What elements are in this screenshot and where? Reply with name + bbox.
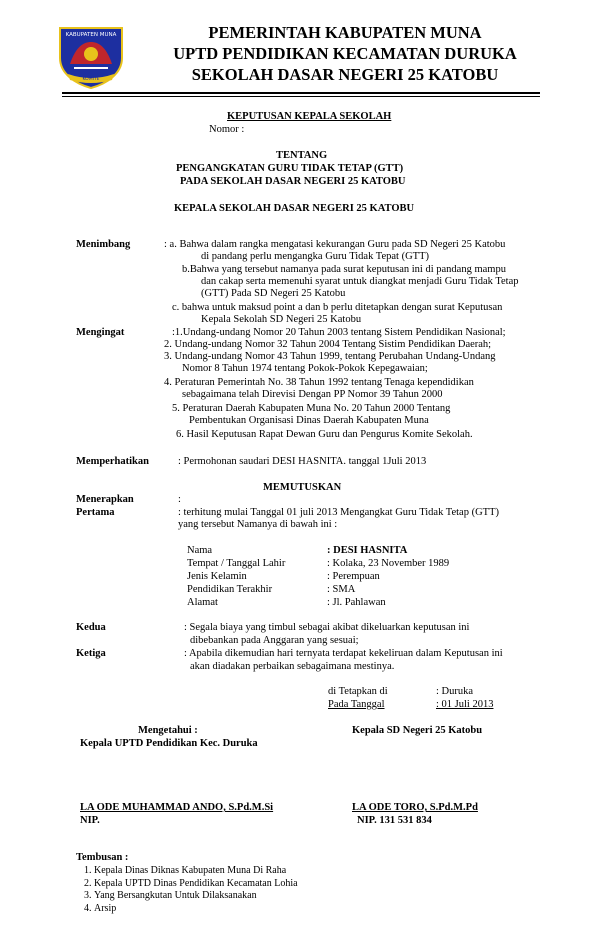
tembusan-list	[72, 865, 298, 915]
tembusan-item: 1. Kepala Dinas Diknas Kabupaten Muna Di Raha	[94, 865, 298, 878]
mengingat-line: :1.Undang-undang Nomor 20 Tahun 2003 tentang Sistem Pendidikan Nasional;	[172, 327, 506, 338]
menimbang-line: Kepala Sekolah SD Negeri 25 Katobu	[201, 314, 362, 325]
sign-right-name: LA ODE TORO, S.Pd.M.Pd	[352, 802, 478, 813]
tembusan-item: 3. Yang Bersangkutan Untuk Dilaksanakan	[94, 890, 298, 903]
subject-line-2: PADA SEKOLAH DASAR NEGERI 25 KATOBU	[180, 176, 406, 187]
identity-label: Tempat / Tanggal Lahir	[187, 558, 286, 569]
subject-line-1: PENGANGKATAN GURU TIDAK TETAP (GTT)	[176, 163, 404, 174]
tembusan-item: 4. Arsip	[94, 903, 298, 916]
identity-value: : Perempuan	[327, 571, 380, 582]
sign-right-title: Kepala SD Negeri 25 Katobu	[352, 725, 483, 736]
identity-label: Pendidikan Terakhir	[187, 584, 273, 595]
kedua-line-2: dibebankan pada Anggaran yang sesuai;	[190, 635, 359, 646]
mengingat-label: Mengingat	[76, 327, 125, 338]
letterhead-line-1: PEMERINTAH KABUPATEN MUNA	[208, 23, 482, 42]
identity-label: Alamat	[187, 597, 218, 608]
memperhatikan-label: Memperhatikan	[76, 456, 149, 467]
memutuskan-heading: MEMUTUSKAN	[263, 482, 342, 493]
sign-right-nip: NIP. 131 531 834	[357, 815, 432, 826]
letterhead-line-3: SEKOLAH DASAR NEGERI 25 KATOBU	[191, 65, 499, 84]
pertama-label: Pertama	[76, 507, 115, 518]
mengingat-line: 2. Undang-undang Nomor 32 Tahun 2004 Tentang Sistim Pendidikan Daerah;	[164, 339, 492, 350]
sign-left-heading: Mengetahui :	[138, 725, 198, 736]
menetapkan-label: Menerapkan	[76, 494, 134, 505]
mengingat-line: 6. Hasil Keputusan Rapat Dewan Guru dan Pengurus Komite Sekolah.	[176, 429, 473, 440]
sign-left-nip: NIP.	[80, 815, 100, 826]
mengingat-line: sebagaimana telah Direvisi Dengan PP Nomor 39 Tahun 2000	[182, 389, 443, 400]
mengingat-line: Pembentukan Organisasi Dinas Daerah Kabupaten Muna	[189, 415, 429, 426]
menimbang-line: dan cakap serta memenuhi syarat untuk diangkat menjadi Guru Tidak Tetap	[201, 276, 519, 287]
logo-banner: KOMITE	[82, 77, 100, 82]
ketiga-line-1: : Apabila dikemudian hari ternyata terdapat kekeliruan dalam Keputusan ini	[184, 648, 503, 659]
letterhead-line-2: UPTD PENDIDIKAN KECAMATAN DURUKA	[173, 44, 517, 63]
identity-value: : Jl. Pahlawan	[327, 597, 386, 608]
kedua-label: Kedua	[76, 622, 106, 633]
tembusan-item: 2. Kepala UPTD Dinas Pendidikan Kecamatan Lohia	[94, 878, 298, 891]
menimbang-label: Menimbang	[76, 239, 131, 250]
mengingat-line: 5. Peraturan Daerah Kabupaten Muna No. 20 Tahun 2000 Tentang	[172, 403, 451, 414]
pertama-line-2: yang tersebut Namanya di bawah ini :	[178, 519, 338, 530]
tentang-heading: TENTANG	[276, 150, 328, 161]
logo-text: KABUPATEN MUNA	[65, 32, 117, 38]
letterhead-rule	[62, 92, 540, 94]
document-title: KEPUTUSAN KEPALA SEKOLAH	[227, 111, 392, 122]
document-number: Nomor :	[209, 124, 245, 135]
mengingat-line: Nomor 8 Tahun 1974 tentang Pokok-Pokok Kepegawaian;	[182, 363, 428, 374]
identity-label: Nama	[187, 545, 213, 556]
memperhatikan-text: : Permohonan saudari DESI HASNITA. tanggal 1Juli 2013	[178, 456, 427, 467]
date-value: : 01 Juli 2013	[436, 699, 494, 710]
tembusan-label: Tembusan :	[76, 852, 129, 863]
place-label: di Tetapkan di	[328, 686, 388, 697]
kedua-line-1: : Segala biaya yang timbul sebagai akibat dikeluarkan keputusan ini	[184, 622, 470, 633]
mengingat-line: 3. Undang-undang Nomor 43 Tahun 1999, tentang Perubahan Undang-Undang	[164, 351, 496, 362]
identity-value: : DESI HASNITA	[327, 545, 408, 556]
menimbang-line: : a. Bahwa dalam rangka mengatasi kekurangan Guru pada SD Negeri 25 Katobu	[164, 239, 506, 250]
issuer-heading: KEPALA SEKOLAH DASAR NEGERI 25 KATOBU	[174, 203, 415, 214]
mengingat-line: 4. Peraturan Pemerintah No. 38 Tahun 1992 tentang Tenaga kependidikan	[164, 377, 474, 388]
menimbang-line: c. bahwa untuk maksud point a dan b perlu ditetapkan dengan surat Keputusan	[172, 302, 503, 313]
menimbang-line: b.Bahwa yang tersebut namanya pada surat keputusan ini di pandang mampu	[182, 264, 506, 275]
identity-value: : SMA	[327, 584, 356, 595]
menimbang-line: di pandang perlu mengangka Guru Tidak Tepat (GTT)	[201, 251, 429, 262]
letterhead-rule-thin	[62, 96, 540, 97]
identity-label: Jenis Kelamin	[187, 571, 247, 582]
identity-value: : Kolaka, 23 November 1989	[327, 558, 450, 569]
ketiga-label: Ketiga	[76, 648, 106, 659]
regency-logo	[56, 24, 126, 90]
menetapkan-colon: :	[178, 494, 181, 505]
date-label: Pada Tanggal	[328, 699, 385, 710]
pertama-line-1: : terhitung mulai Tanggal 01 juli 2013 Mengangkat Guru Tidak Tetap (GTT)	[178, 507, 499, 518]
sign-left-name: LA ODE MUHAMMAD ANDO, S.Pd.M.Si	[80, 802, 274, 813]
ketiga-line-2: akan diadakan perbaikan sebagaimana mestinya.	[190, 661, 395, 672]
menimbang-line: (GTT) Pada SD Negeri 25 Katobu	[201, 288, 346, 299]
sign-left-title: Kepala UPTD Pendidikan Kec. Duruka	[80, 738, 258, 749]
place-value: : Duruka	[436, 686, 474, 697]
